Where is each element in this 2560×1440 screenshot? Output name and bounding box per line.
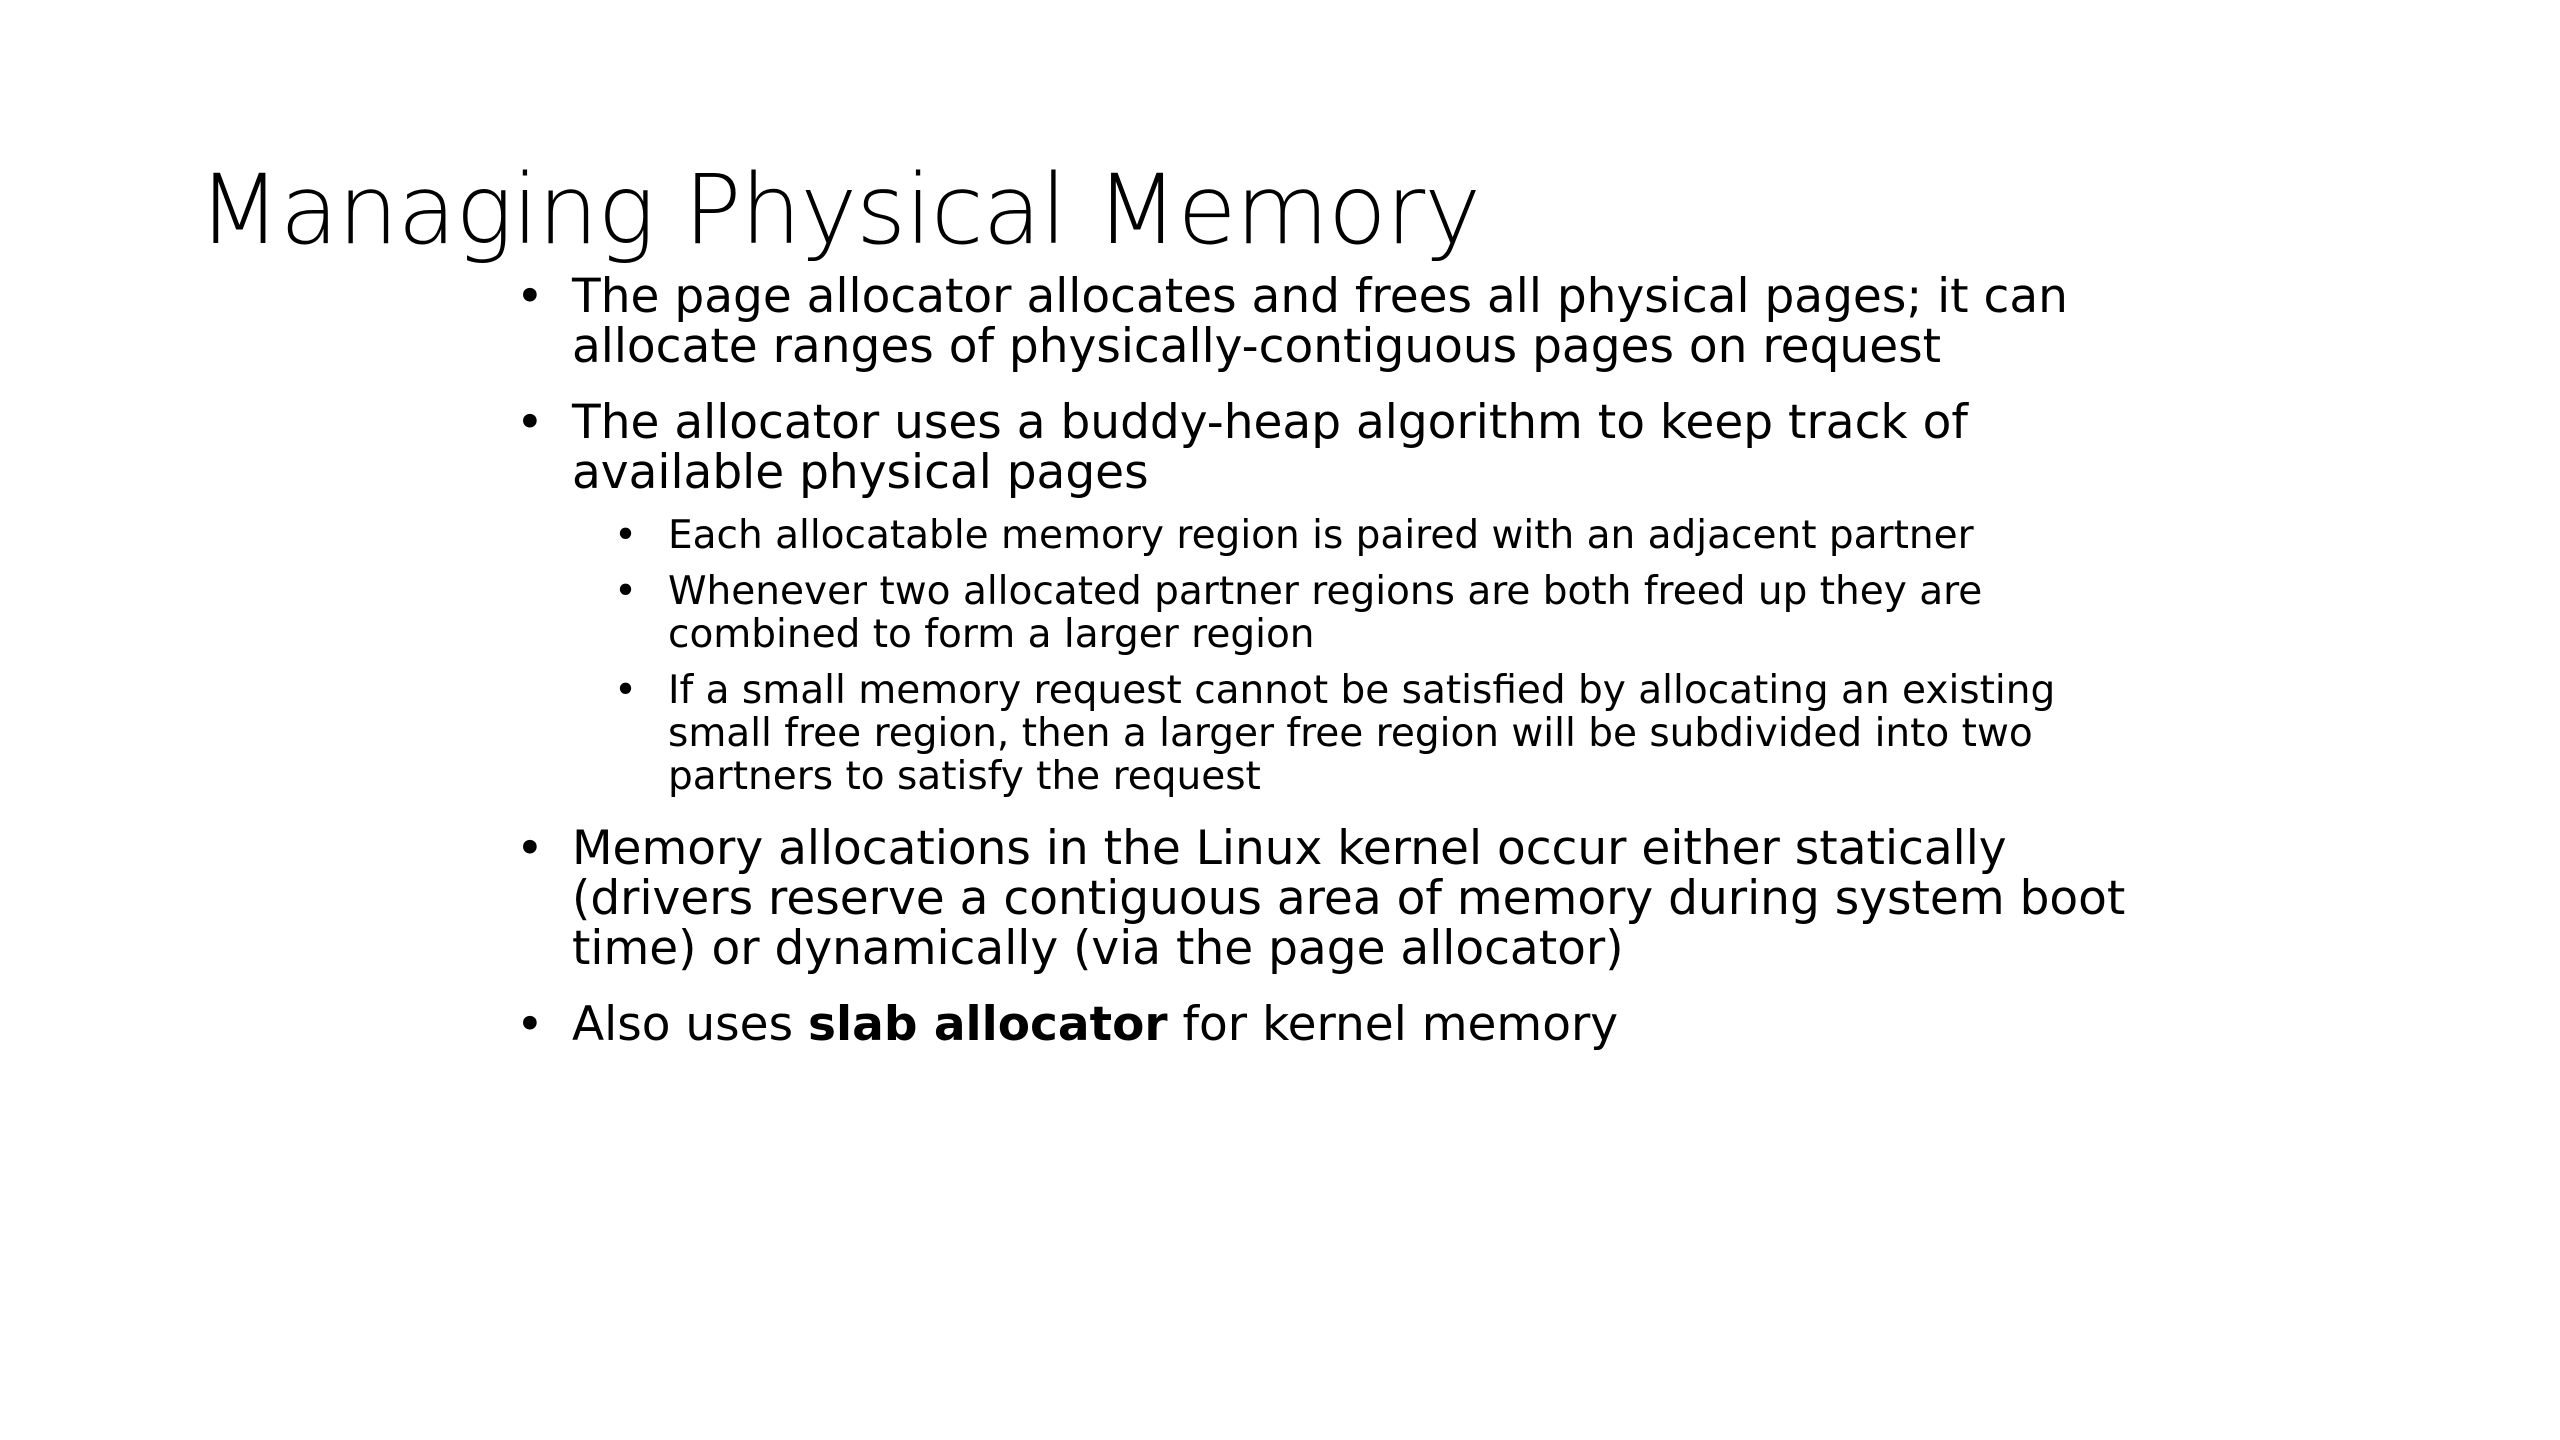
- bullet-item: [516, 269, 2156, 374]
- bullet-text-after: for kernel memory: [1167, 997, 1619, 1052]
- sub-bullet-icon: •: [614, 513, 638, 558]
- sub-bullet-text: Whenever two allocated partner regions are both freed up they are combined to form a larger region: [668, 569, 1983, 657]
- bullet-icon: •: [516, 269, 544, 324]
- slide-body: [516, 269, 2156, 1076]
- bullet-text: Memory allocations in the Linux kernel occur either statically (drivers reserve a contiguous area of memory during system boot time) or dynamically (via the page allocator): [572, 821, 2126, 976]
- bullet-item: [516, 821, 2156, 976]
- sub-bullet-item: [614, 570, 2156, 656]
- bullet-item: [516, 395, 2156, 799]
- slide-title: Managing Physical Memory: [198, 154, 1481, 266]
- bullet-icon: •: [516, 997, 544, 1052]
- bullet-icon: •: [516, 395, 544, 450]
- bullet-text: The allocator uses a buddy-heap algorithm to keep track of available physical pages: [572, 395, 1968, 500]
- sub-bullet-icon: •: [614, 569, 638, 614]
- sub-bullet-item: [614, 514, 2156, 557]
- bullet-text-before: Also uses: [572, 997, 809, 1052]
- bullet-item: [516, 997, 2156, 1052]
- sub-bullet-icon: •: [614, 668, 638, 713]
- bullet-icon: •: [516, 821, 544, 876]
- bullet-text: The page allocator allocates and frees all physical pages; it can allocate ranges of physically-contiguous pages on request: [572, 269, 2068, 374]
- sub-bullet-list: [614, 514, 2156, 798]
- sub-bullet-text: Each allocatable memory region is paired with an adjacent partner: [668, 513, 1974, 558]
- sub-bullet-text: If a small memory request cannot be satisfied by allocating an existing small free region, then a larger free region will be subdivided into two partners to satisfy the request: [668, 668, 2056, 799]
- bullet-text-bold: slab allocator: [808, 997, 1168, 1052]
- sub-bullet-item: [614, 669, 2156, 798]
